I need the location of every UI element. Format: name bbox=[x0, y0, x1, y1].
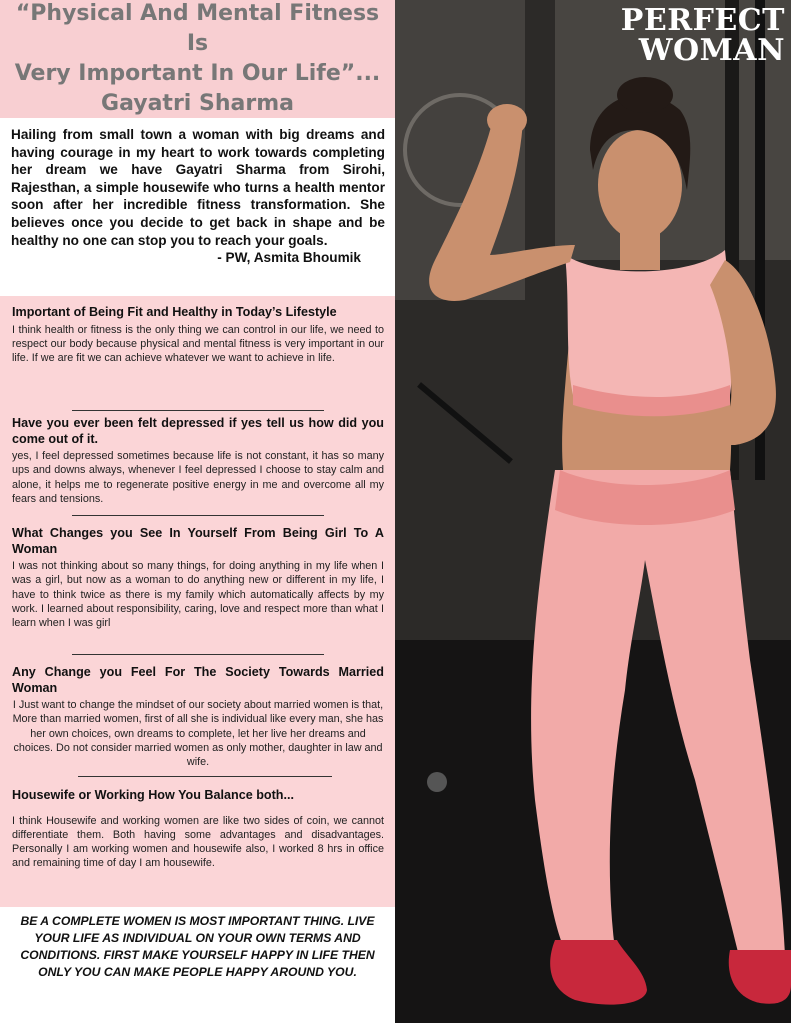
qa-section-depression bbox=[12, 416, 384, 506]
title-line: Gayatri Sharma bbox=[101, 91, 294, 116]
answer-text: I think Housewife and working women are like two sides of coin, we cannot differentiate them. Both having some advantages and disadvantages. Personally I am working women and housewife also, I worked 8 hrs in office and remaining time of day I am housewife. bbox=[12, 814, 384, 870]
question-heading: Housewife or Working How You Balance both... bbox=[12, 788, 294, 802]
qa-section-society bbox=[12, 665, 384, 769]
logo-line: WOMAN bbox=[638, 33, 785, 68]
question-heading: Important of Being Fit and Healthy in Today’s Lifestyle bbox=[12, 305, 337, 319]
answer-text: I was not thinking about so many things, for doing anything in my life when I was a girl, but now as a woman to do anything new or different in my life, I have to think twice as there is my family which automatically affects by my work. I learned about responsibility, caring, love and respect more than what I learn when I was girl bbox=[12, 560, 384, 630]
title-line: “Physical And Mental Fitness Is bbox=[15, 1, 380, 56]
article-title bbox=[0, 0, 395, 119]
byline: - PW, Asmita Bhoumik bbox=[217, 250, 361, 266]
question-heading: Have you ever been felt depressed if yes tell us how did you come out of it. bbox=[12, 416, 384, 446]
brand-logo bbox=[620, 3, 785, 68]
qa-section-balance bbox=[12, 788, 384, 871]
divider bbox=[72, 654, 324, 655]
qa-section-fitness bbox=[12, 305, 384, 365]
question-heading: Any Change you Feel For The Society Towards Married Woman bbox=[12, 665, 384, 695]
title-line: Very Important In Our Life”... bbox=[14, 61, 381, 86]
answer-text: I Just want to change the mindset of our society about married women is that, More than married women, first of all she is individual like every man, she has her own choices, own dreams to complete, let her live her dreams and choices. Do not consider married women as only mother, daughter in law and wife. bbox=[12, 699, 384, 769]
woman-fitness-illustration bbox=[395, 0, 791, 1023]
intro-text: Hailing from small town a woman with big dreams and having courage in my heart to work towards completing her dream we have Gayatri Sharma from Sirohi, Rajesthan, a simple housewife who turns a health mentor soon after her incredible fitness transformation. She believes once you decide to get back in shape and be healthy no one can stop you to reach your goals. bbox=[11, 127, 385, 248]
answer-text: I think health or fitness is the only thing we can control in our life, we need to respect our body because physical and mental fitness is very important in our life. If we are fit we can achieve whatever we want to achieve in life. bbox=[12, 323, 384, 365]
answer-text: yes, I feel depressed sometimes because life is not constant, it has so many ups and downs always, whenever I feel depressed I choose to stay calm and alone, it helps me to regenerate positive energy in me and overcome all my fears and tensions. bbox=[12, 450, 384, 505]
question-heading: What Changes you See In Yourself From Being Girl To A Woman bbox=[12, 526, 384, 556]
article-column bbox=[0, 0, 395, 1023]
divider bbox=[72, 515, 324, 516]
closing-quote-box bbox=[0, 907, 395, 1023]
divider bbox=[78, 776, 332, 777]
closing-quote: BE A COMPLETE WOMEN IS MOST IMPORTANT THING. LIVE YOUR LIFE AS INDIVIDUAL ON YOUR OWN TERMS AND CONDITIONS. FIRST MAKE YOURSELF HAPPY IN LIFE THEN ONLY YOU CAN MAKE PEOPLE HAPPY AROUND YOU. bbox=[20, 914, 375, 979]
divider bbox=[72, 410, 324, 411]
logo-line: PERFECT bbox=[620, 3, 785, 38]
intro-paragraph bbox=[11, 126, 385, 267]
title-banner bbox=[0, 0, 395, 118]
qa-section-girl-to-woman bbox=[12, 526, 384, 630]
portrait-photo bbox=[395, 0, 791, 1023]
